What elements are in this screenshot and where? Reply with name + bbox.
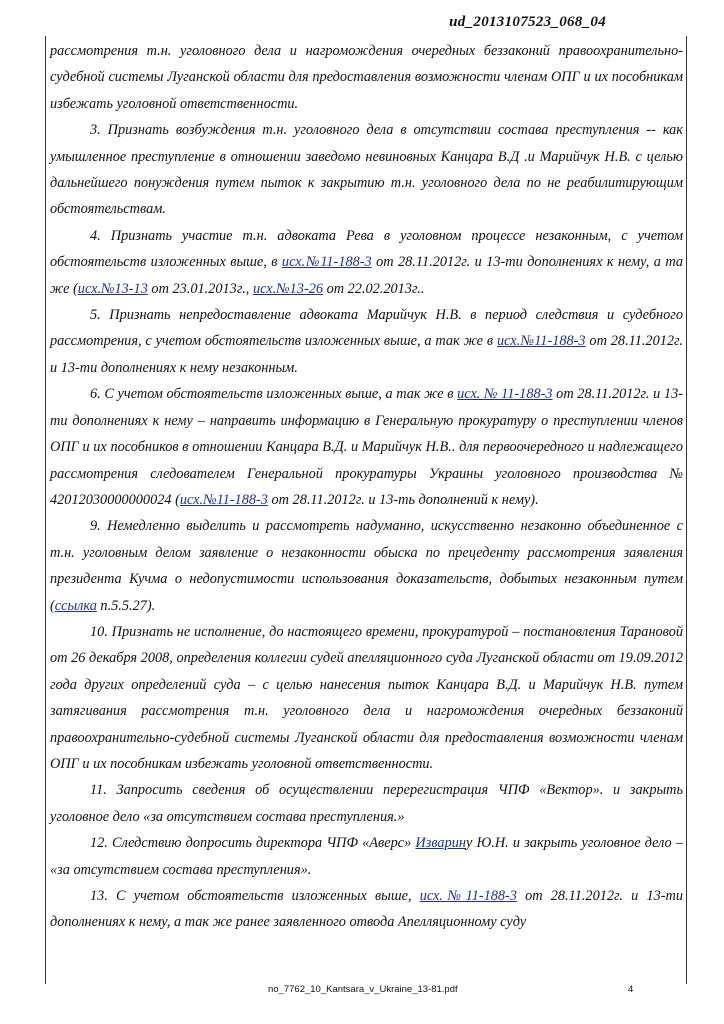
reference-link[interactable]: исх. № 11-188-3: [457, 386, 553, 403]
paragraph-9: [50, 513, 683, 619]
right-margin-rule: [686, 36, 687, 984]
paragraph-6: [50, 381, 683, 513]
paragraph-12: [50, 830, 683, 883]
paragraph-9-text-b: п.5.5.27).: [96, 597, 156, 614]
paragraph-4-text-a: 4. Признать участие т.н. адвоката Рева в уголовном процессе незаконным, с учетом обстоятельств изложенных выше, в: [50, 227, 683, 271]
document-id: ud_2013107523_068_04: [449, 14, 606, 30]
footer-filename: no_7762_10_Kantsara_v_Ukraine_13-81.pdf: [268, 984, 458, 995]
reference-link[interactable]: исх.№11-188-3: [419, 888, 517, 904]
paragraph-6-text-b: от 28.11.2012г. и 13-ти дополнениях к нему – направить информацию в Генеральную прокуратуру о преступлении членов ОПГ и их пособников в отношении Канцара В.Д. и Марийчук Н.В.. для первоочередного и надлежащего рассмотрения следователем Генеральной прокуратуры Украины уголовного производства № 42012030000000024 (: [50, 386, 683, 508]
paragraph-4-text-d: от 22.02.2013г..: [323, 280, 425, 297]
paragraph-4-text-b: от 28.11.2012г. и 13-ти дополнениях к нему, а та же (: [50, 254, 684, 297]
paragraph-5: [50, 302, 683, 381]
paragraph-5-text-b: от 28.11.2012г. и 13-ти дополнениях к нему незаконным.: [50, 333, 683, 376]
reference-link[interactable]: исх.№13-13: [77, 280, 148, 297]
paragraph-13-text-a: 13. С учетом обстоятельств изложенных выше,: [90, 888, 420, 904]
document-body: [50, 38, 683, 936]
paragraph-4: [50, 223, 683, 302]
paragraph-4-text-c: от 23.01.2013г.,: [147, 280, 253, 297]
paragraph-6-text-c: от 28.11.2012г. и 13-ть дополнений к нему).: [267, 491, 539, 508]
paragraph-10: 10. Признать не исполнение, до настоящего времени, прокуратурой – постановления Тарановой от 26 декабря 2008, определения коллегии судей апелляционного суда Луганской области от 19.09.2012 года других определений суда – с целью нанесения пыток Канцара В.Д. и Марийчук Н.В. путем затягивания рассмотрения т.н. уголовного дела и нагромождения очередных беззаконий правоохранительно-судебной системы Луганской области для предоставления возможности членам ОПГ и их пособникам избежать уголовной ответственности.: [50, 623, 683, 772]
reference-link[interactable]: исх.№13-26: [252, 280, 323, 297]
paragraph-13-text-b: от 28.11.2012г. и 13-ти дополнениях к нему, а так же ранее заявленного отвода Апелляционному суду: [50, 888, 683, 931]
reference-link[interactable]: исх.№11-188-3: [281, 254, 372, 271]
paragraph-12-text-b: у Ю.Н. и закрыть уголовное дело – «за отсутствием состава преступления».: [50, 835, 683, 878]
reference-link[interactable]: Изварин: [415, 835, 466, 852]
paragraph-12-text-a: 12. Следствию допросить директора ЧПФ «Аверс»: [90, 835, 416, 852]
paragraph-6-text-a: 6. С учетом обстоятельств изложенных выше, а так же в: [90, 386, 458, 403]
reference-link[interactable]: исх.№11-188-3: [496, 333, 586, 350]
paragraph-5-text-a: 5. Признать непредоставление адвоката Марийчук Н.В. в период следствия и судебного рассмотрения, с учетом обстоятельств изложенных выше, а так же в: [50, 307, 683, 350]
reference-link[interactable]: ссылка: [54, 597, 97, 614]
paragraph-13: [50, 883, 683, 936]
paragraph-3: 3. Признать возбуждения т.н. уголовного дела в отсутствии состава преступления -- как умышленное преступление в отношении заведомо невиновных Канцара В.Д .и Марийчук Н.В. с целью дальнейшего понуждения путем пыток к закрытию т.н. уголовного дела по не реабилитирующим обстоятельствам.: [50, 122, 683, 218]
reference-link[interactable]: исх.№11-188-3: [179, 491, 268, 508]
paragraph-11: 11. Запросить сведения об осуществлении перерегистрация ЧПФ «Вектор». и закрыть уголовное дело «за отсутствием состава преступления.»: [50, 782, 683, 825]
paragraph-continuation: рассмотрения т.н. уголовного дела и нагромождения очередных беззаконий правоохранительно-судебной системы Луганской области для предоставления возможности членам ОПГ и их пособникам избежать уголовной ответственности.: [50, 43, 683, 112]
left-margin-rule: [45, 36, 46, 984]
paragraph-9-text-a: 9. Немедленно выделить и рассмотреть надуманно, искусственно незаконно объединенное с т.н. уголовным делом заявление о незаконности обыска по прецеденту рассмотрения заявления президента Кучма о недопустимости использования доказательств, добытых незаконным путем (: [50, 518, 683, 614]
page-number: 4: [628, 984, 634, 995]
